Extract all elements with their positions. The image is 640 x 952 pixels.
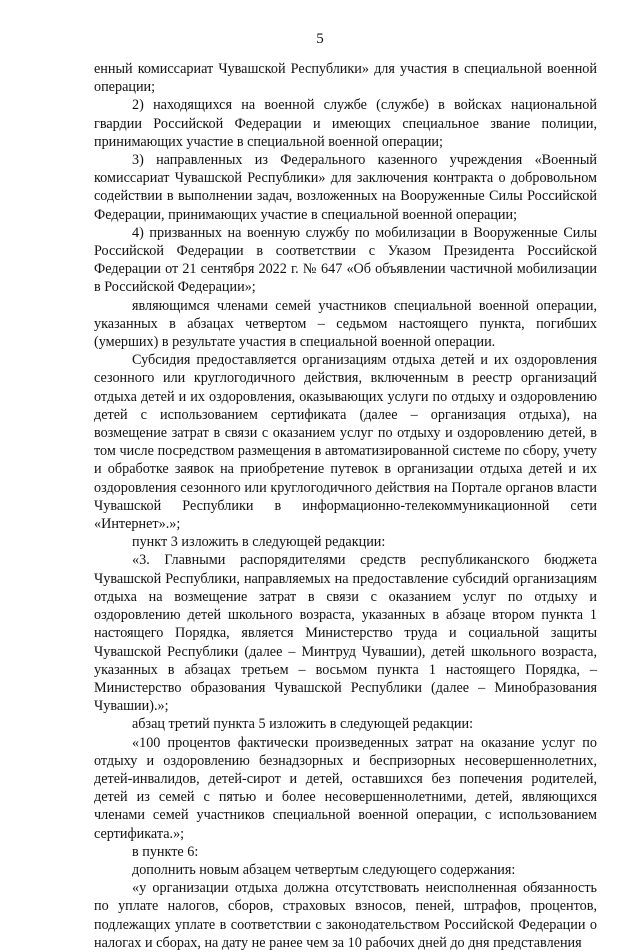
paragraph-add-abzac: дополнить новым абзацем четвертым следующего содержания: xyxy=(132,861,516,878)
paragraph-family-members: являющимся членами семей участников специальной военной операции, указанных в абзацах четвертом – седьмом настоящего пункта, погибших (умерших) в результате участия в специальной военной операции. xyxy=(94,297,597,351)
paragraph-continuation: енный комиссариат Чувашской Республики» для участия в специальной военной операции; xyxy=(94,61,597,96)
paragraph-point-3-text: «3. Главными распорядителями средств республиканского бюджета Чувашской Республики, направляемых на предоставление субсидий организациям отдыха на возмещение затрат в связи с оказанием услуг по отдыху и оздоровлению детей школьного возраста, указанных в абзаце втором пункта 1 настоящего Порядка, является Министерство труда и социальной защиты Чувашской Республики (далее – Минтруд Чувашии), детей школьного возраста, указанных в абзацах третьем – восьмом пункта 1 настоящего Порядка, – Министерство образования Чувашской Республики (далее – Минобразования Чувашии).»; xyxy=(94,552,597,715)
paragraph-new-abzac-text: «у организации отдыха должна отсутствовать неисполненная обязанность по уплате налогов, сборов, страховых взносов, пеней, штрафов, процентов, подлежащих уплате в соответствии с законодательством Российской Федерации о налогах и сборах, на дату не ранее чем за 10 рабочих дней до дня представления xyxy=(94,880,597,951)
paragraph-subsidy: Субсидия предоставляется организациям отдыха детей и их оздоровления сезонного или круглогодичного действия, включенным в реестр организаций отдыха детей и их оздоровления, оказывающих услуги по отдыху и оздоровлению детей с использованием сертификата (далее – организация отдыха), на возмещение затрат в связи с оказанием услуг по отдыху и оздоровлению детей, в том числе посредством размещения в автоматизированной системе по сбору, учету и обработке заявок на приобретение путевок в организации отдыха детей и их оздоровления сезонного или круглогодичного действия на Портале органов власти Чувашской Республики в информационно-телекоммуникационной сети «Интернет».»; xyxy=(94,352,597,533)
page-number: 5 xyxy=(316,31,324,47)
paragraph-point-5-text: «100 процентов фактически произведенных затрат на оказание услуг по отдыху и оздоровлению безнадзорных и беспризорных несовершеннолетних, детей-инвалидов, детей-сирот и детей, оставшихся без попечения родителей, детей из семей с пятью и более несовершеннолетними, детей, являющихся членами семей участников специальной военной операции, с использованием сертификата.»; xyxy=(94,734,597,842)
document-body xyxy=(94,60,597,952)
paragraph-item-3: 3) направленных из Федерального казенного учреждения «Военный комиссариат Чувашской Республики» для заключения контракта о добровольном содействии в выполнении задач, возложенных на Вооруженные Силы Российской Федерации, принимающих участие в специальной военной операции; xyxy=(94,152,597,223)
paragraph-item-4: 4) призванных на военную службу по мобилизации в Вооруженные Силы Российской Федерации в соответствии с Указом Президента Российской Федерации от 21 сентября 2022 г. № 647 «Об объявлении частичной мобилизации в Российской Федерации»; xyxy=(94,224,597,296)
paragraph-point-6: в пункте 6: xyxy=(132,843,199,860)
paragraph-item-2: 2) находящихся на военной службе (службе) в войсках национальной гвардии Российской Федерации и имеющих специальное звание полиции, принимающих участие в специальной военной операции; xyxy=(94,97,597,150)
paragraph-amend-point-5: абзац третий пункта 5 изложить в следующей редакции: xyxy=(132,716,474,733)
paragraph-amend-point-3: пункт 3 изложить в следующей редакции: xyxy=(132,534,386,551)
